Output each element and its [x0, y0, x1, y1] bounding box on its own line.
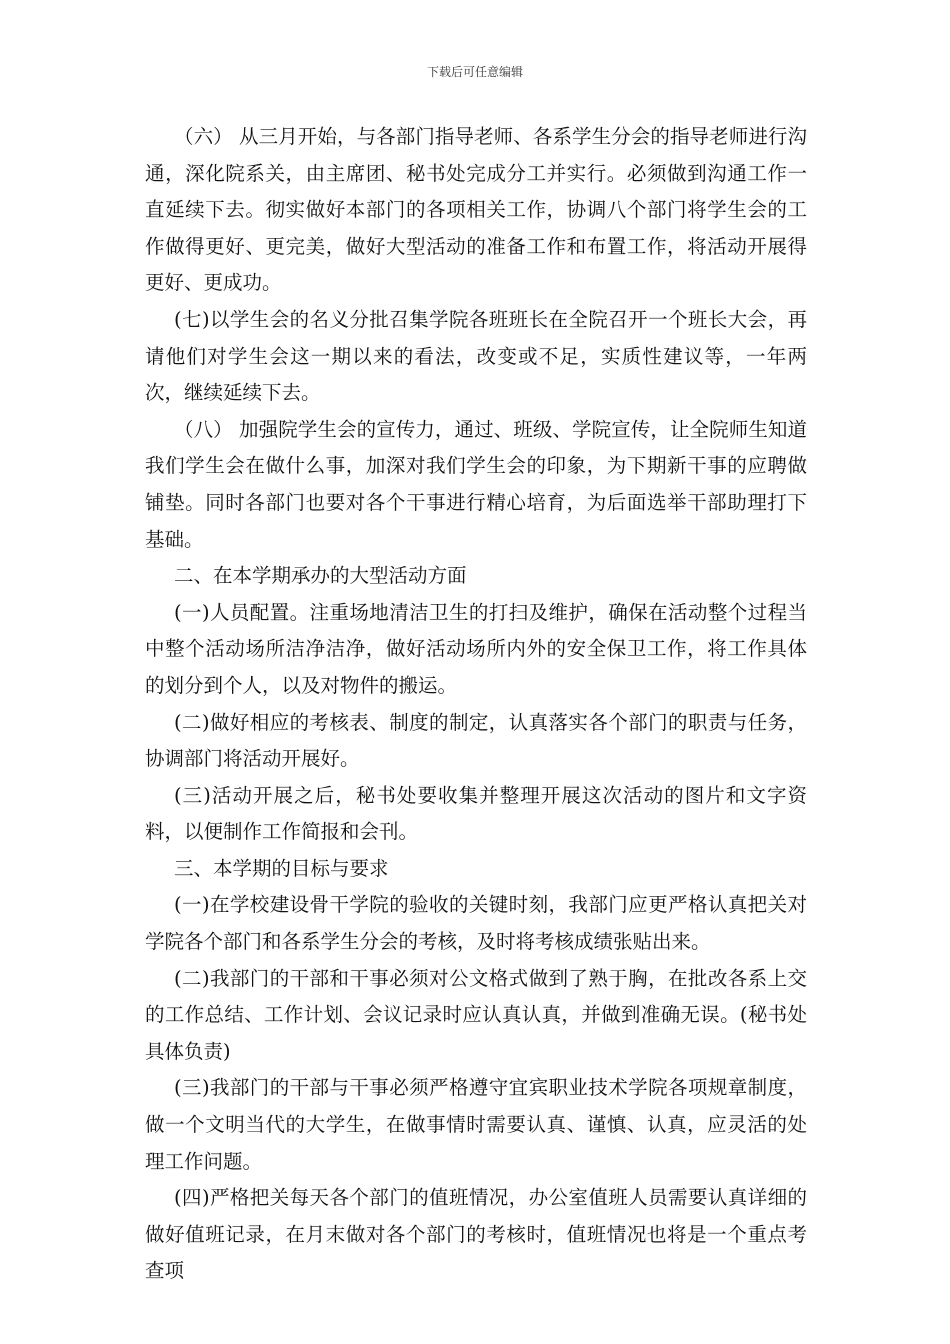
section-heading-2: 二、在本学期承办的大型活动方面 [174, 564, 467, 588]
paragraph-8: （八） 加强院学生会的宣传力，通过、班级、学院宣传，让全院师生知道我们学生会在做什么事，加深对我们学生会的印象，为下期新干事的应聘做铺垫。同时各部门也要对各个干事进行精心培育，为后面选举干部助理打下基础。 [145, 417, 807, 551]
document-body [145, 119, 807, 1290]
paragraph-3-1: (一)在学校建设骨干学院的验收的关键时刻，我部门应更严格认真把关对学院各个部门和各系学生分会的考核，及时将考核成绩张贴出来。 [145, 893, 807, 954]
section-heading-3: 三、本学期的目标与要求 [174, 856, 389, 880]
paragraph-3-4: (四)严格把关每天各个部门的值班情况，办公室值班人员需要认真详细的做好值班记录，在月末做对各个部门的考核时，值班情况也将是一个重点考查项 [145, 1186, 807, 1283]
paragraph-7: (七)以学生会的名义分批召集学院各班班长在全院召开一个班长大会，再请他们对学生会这一期以来的看法，改变或不足，实质性建议等，一年两次，继续延续下去。 [145, 307, 807, 405]
paragraph-3-2: (二)我部门的干部和干事必须对公文格式做到了熟于胸，在批改各系上交的工作总结、工作计划、会议记录时应认真认真，并做到准确无误。(秘书处具体负责) [145, 966, 807, 1063]
paragraph-2-2: (二)做好相应的考核表、制度的制定，认真落实各个部门的职责与任务，协调部门将活动开展好。 [145, 710, 807, 771]
paragraph-6: （六） 从三月开始，与各部门指导老师、各系学生分会的指导老师进行沟通，深化院系关，由主席团、秘书处完成分工并实行。必须做到沟通工作一直延续下去。彻实做好本部门的各项相关工作，协调八个部门将学生会的工作做得更好、更完美，做好大型活动的准备工作和布置工作，将活动开展得更好、更成功。 [145, 125, 807, 295]
paragraph-2-1: (一)人员配置。注重场地清洁卫生的打扫及维护，确保在活动整个过程当中整个活动场所洁净洁净，做好活动场所内外的安全保卫工作，将工作具体的划分到个人，以及对物件的搬运。 [145, 600, 807, 697]
page-header: 下载后可任意编辑 [426, 65, 523, 79]
paragraph-2-3: (三)活动开展之后，秘书处要收集并整理开展这次活动的图片和文字资料，以便制作工作简报和会刊。 [145, 783, 807, 844]
paragraph-3-3: (三)我部门的干部与干事必须严格遵守宜宾职业技术学院各项规章制度，做一个文明当代的大学生，在做事情时需要认真、谨慎、认真，应灵活的处理工作问题。 [145, 1076, 807, 1173]
